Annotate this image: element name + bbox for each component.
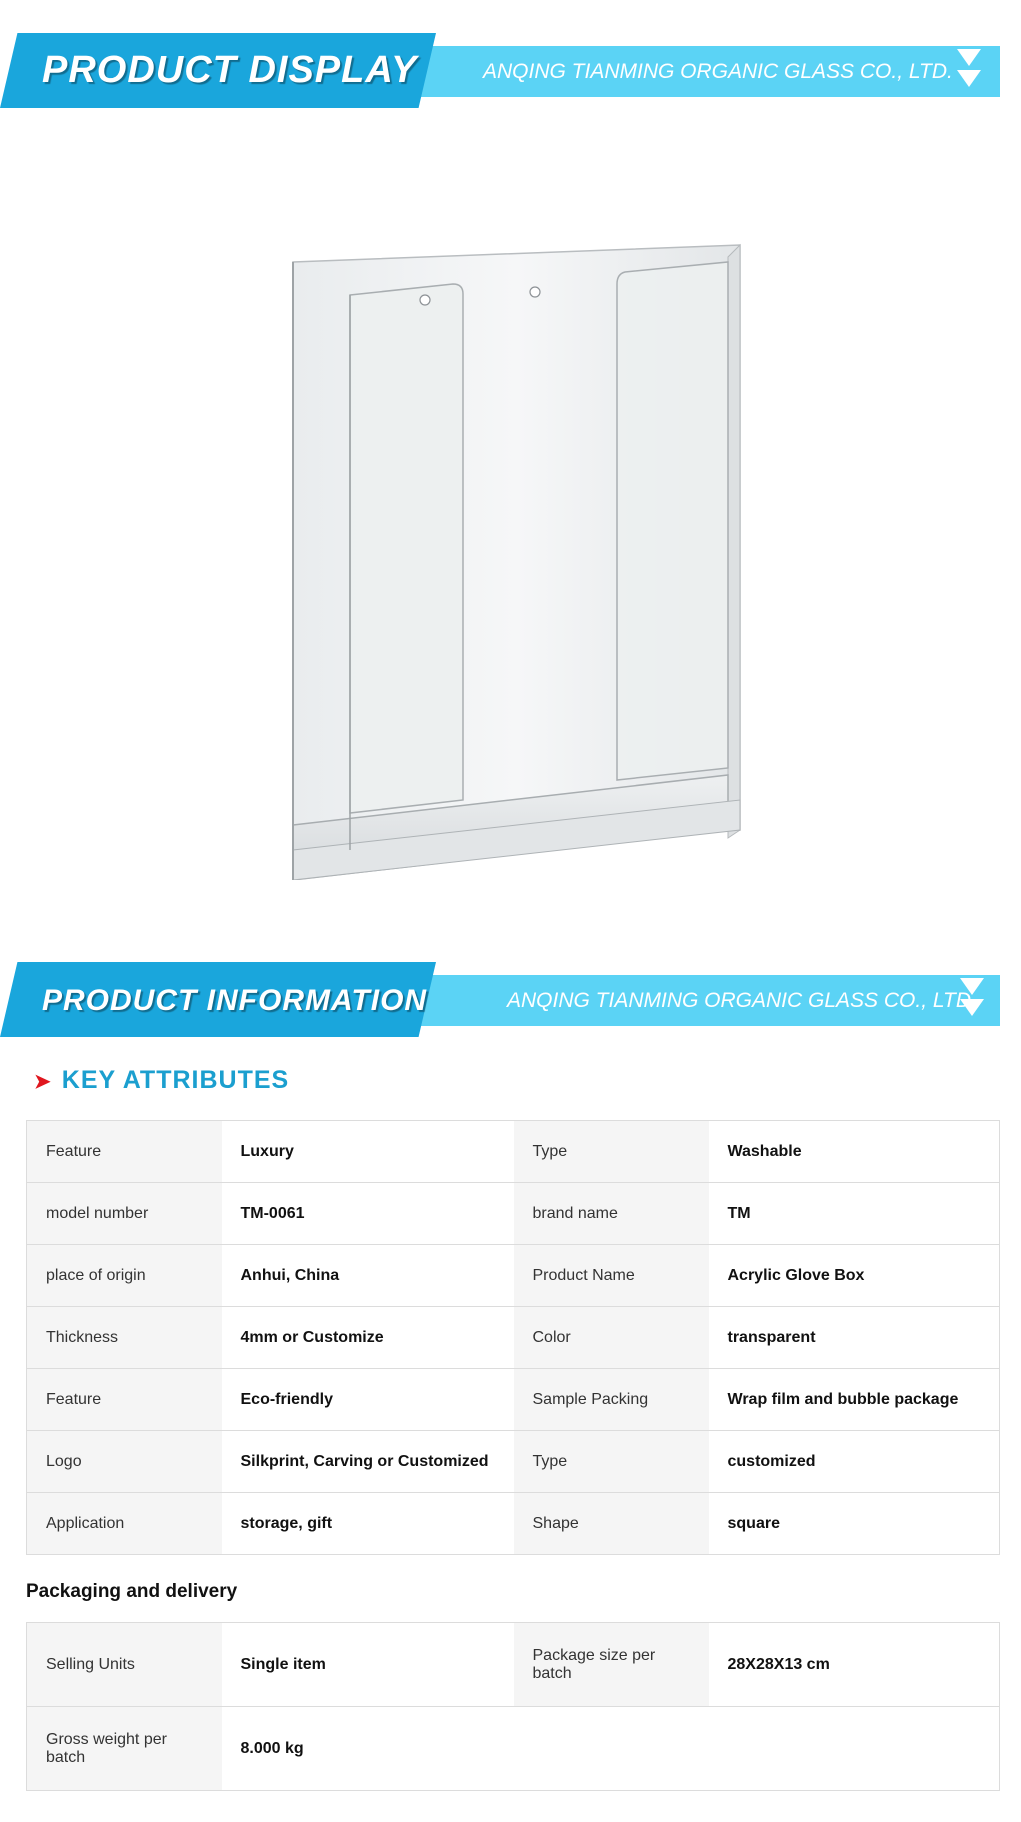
table-row	[27, 1307, 1000, 1369]
banner-company-name: ANQING TIANMING ORGANIC GLASS CO., LTD.	[483, 60, 953, 83]
packaging-table	[26, 1622, 1000, 1791]
banner-title: PRODUCT INFORMATION	[42, 984, 428, 1017]
attr-value: Single item	[222, 1623, 514, 1707]
attr-value: Washable	[709, 1121, 1000, 1183]
attr-value: customized	[709, 1431, 1000, 1493]
attr-value: transparent	[709, 1307, 1000, 1369]
attr-key: Product Name	[514, 1245, 709, 1307]
attr-key: place of origin	[27, 1245, 222, 1307]
attr-key: Type	[514, 1431, 709, 1493]
attr-key: Feature	[27, 1369, 222, 1431]
table-row	[27, 1493, 1000, 1555]
attr-key: Selling Units	[27, 1623, 222, 1707]
table-row	[27, 1183, 1000, 1245]
double-chevron-down-icon	[957, 49, 983, 93]
attr-value: 28X28X13 cm	[709, 1623, 1000, 1707]
product-information-banner	[0, 962, 1021, 1042]
table-row	[27, 1623, 1000, 1707]
attr-value: Luxury	[222, 1121, 514, 1183]
attr-key: model number	[27, 1183, 222, 1245]
attr-value: Wrap film and bubble package	[709, 1369, 1000, 1431]
attr-key: Package size per batch	[514, 1623, 709, 1707]
product-image	[285, 240, 755, 880]
attr-value: Eco-friendly	[222, 1369, 514, 1431]
attr-value: square	[709, 1493, 1000, 1555]
attr-key: Gross weight per batch	[27, 1707, 222, 1791]
attr-value: storage, gift	[222, 1493, 514, 1555]
key-attributes-label: KEY ATTRIBUTES	[61, 1066, 290, 1094]
key-attributes-table	[26, 1120, 1000, 1555]
attr-key: Shape	[514, 1493, 709, 1555]
attr-key: brand name	[514, 1183, 709, 1245]
attr-key: Logo	[27, 1431, 222, 1493]
attr-value: Anhui, China	[222, 1245, 514, 1307]
attr-empty	[709, 1707, 1000, 1791]
attr-empty	[514, 1707, 709, 1791]
table-row	[27, 1369, 1000, 1431]
attr-key: Sample Packing	[514, 1369, 709, 1431]
key-attributes-heading	[34, 1066, 289, 1095]
attr-key: Type	[514, 1121, 709, 1183]
banner-title: PRODUCT DISPLAY	[42, 49, 418, 91]
table-row	[27, 1707, 1000, 1791]
attr-key: Application	[27, 1493, 222, 1555]
attr-key: Thickness	[27, 1307, 222, 1369]
table-row	[27, 1431, 1000, 1493]
attr-key: Feature	[27, 1121, 222, 1183]
arrow-right-icon: ➤	[34, 1071, 52, 1093]
attr-value: TM-0061	[222, 1183, 514, 1245]
attr-value: TM	[709, 1183, 1000, 1245]
product-display-banner	[0, 33, 1021, 113]
attr-value: Acrylic Glove Box	[709, 1245, 1000, 1307]
table-row	[27, 1245, 1000, 1307]
table-row	[27, 1121, 1000, 1183]
double-chevron-down-icon	[960, 978, 986, 1022]
banner-company-name: ANQING TIANMING ORGANIC GLASS CO., LTD	[507, 989, 971, 1012]
attr-value: Silkprint, Carving or Customized	[222, 1431, 514, 1493]
attr-value: 4mm or Customize	[222, 1307, 514, 1369]
attr-key: Color	[514, 1307, 709, 1369]
attr-value: 8.000 kg	[222, 1707, 514, 1791]
packaging-heading: Packaging and delivery	[26, 1581, 238, 1602]
